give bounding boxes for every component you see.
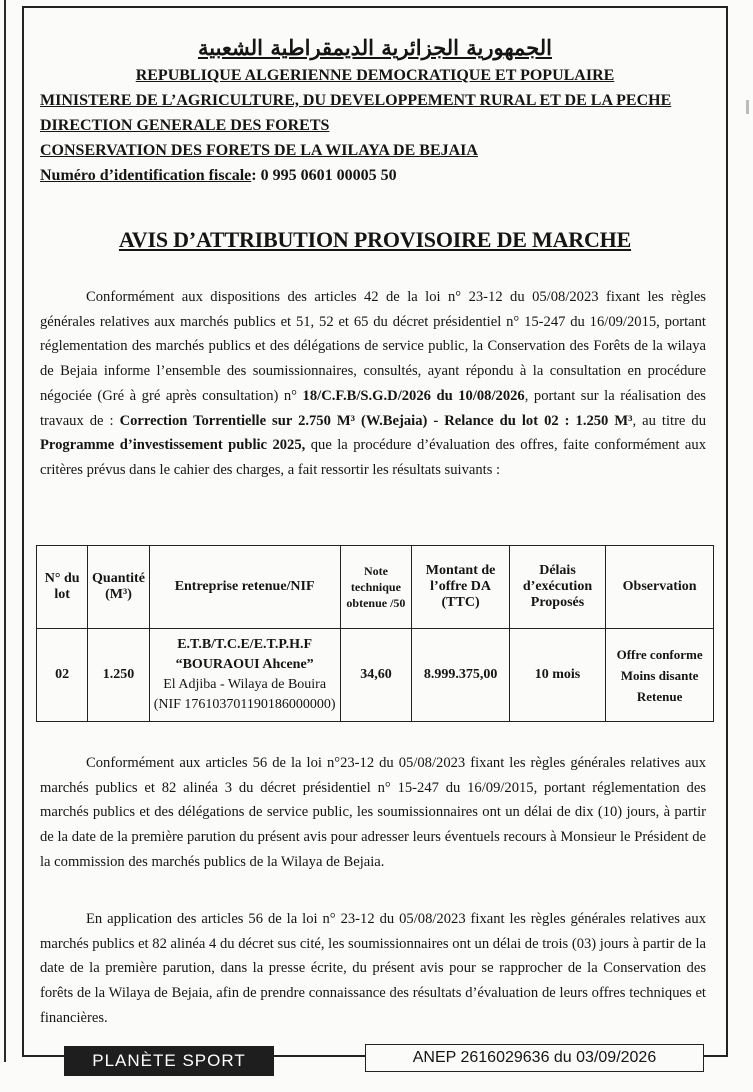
col-quantity-header: Quantité (M³) bbox=[88, 546, 149, 629]
cell-quantity: 1.250 bbox=[88, 629, 149, 722]
results-access-paragraph: En application des articles 56 de la loi n° 23-12 du 05/08/2023 fixant les règles générales relatives aux marchés publics et 82 alinéa 4 du décret sus cité, les soumissionnaires ont un délai de trois (03) jours à partir de la date de la première parution, dans la presse écrite, du présent avis pour se rapprocher de la Conservation des forêts de la Wilaya de Bejaia, afin de prendre connaissance des résultats d’évaluation de leurs offres techniques et financières. bbox=[40, 911, 706, 1026]
cell-amount: 8.999.375,00 bbox=[412, 629, 509, 722]
company-name: “BOURAOUI Ahcene” bbox=[175, 657, 314, 672]
results-table bbox=[36, 545, 714, 722]
republic-line: REPUBLIQUE ALGERIENNE DEMOCRATIQUE ET POPULAIRE bbox=[135, 67, 615, 84]
anep-reference: ANEP 2616029636 du 03/09/2026 bbox=[365, 1044, 704, 1072]
cell-observation bbox=[606, 629, 714, 722]
col-lot-header: N° du lot bbox=[37, 546, 88, 629]
direction-line: DIRECTION GENERALE DES FORETS bbox=[40, 117, 330, 134]
works-description: Correction Torrentielle sur 2.750 M³ (W.Bejaia) - Relance du lot 02 : 1.250 M³ bbox=[119, 412, 633, 429]
company-code: E.T.B/T.C.E/E.T.P.H.F bbox=[177, 637, 313, 652]
intro-text-1: Conformément aux dispositions des articles 42 de la loi n° 23-12 du 05/08/2023 fixant les règles générales relatives aux marchés publics et 51, 52 et 65 du décret présidentiel n° 15-247 du 16/09/2015, portant réglementation des marchés publics et des délégations de service public, la Conservation des Forêts de la wilaya de Bejaia informe l’ensemble des soumissionnaires, consultés, ayant répondu à la consultation en procédure négociée (Gré à gré après consultation) n° bbox=[40, 289, 706, 404]
cell-lot: 02 bbox=[37, 629, 88, 722]
col-observation-header: Observation bbox=[606, 546, 714, 629]
print-mark bbox=[746, 100, 749, 114]
ministry-line: MINISTERE DE L’AGRICULTURE, DU DEVELOPPEMENT RURAL ET DE LA PECHE bbox=[40, 92, 672, 109]
col-score-header: Note technique obtenue /50 bbox=[340, 546, 412, 629]
col-delay-header: Délais d’exécution Proposés bbox=[509, 546, 605, 629]
nif-label: Numéro d’identification fiscale bbox=[40, 167, 252, 184]
observation-line-1: Offre conforme bbox=[616, 646, 703, 662]
consultation-reference: 18/C.F.B/S.G.D/2026 du 10/08/2026 bbox=[302, 387, 525, 404]
nif-line bbox=[40, 163, 710, 188]
column-rule bbox=[4, 0, 6, 1062]
section-label: PLANÈTE SPORT bbox=[64, 1046, 274, 1076]
conservation-line: CONSERVATION DES FORETS DE LA WILAYA DE BEJAIA bbox=[40, 142, 478, 159]
notice-title: AVIS D’ATTRIBUTION PROVISOIRE DE MARCHE bbox=[118, 227, 632, 252]
col-company-header: Entreprise retenue/NIF bbox=[149, 546, 340, 629]
intro-text-3: , au titre du bbox=[632, 412, 706, 429]
nif-value: : 0 995 0601 00005 50 bbox=[251, 167, 397, 184]
company-nif: (NIF 176103701190186000000) bbox=[153, 697, 336, 712]
table-row bbox=[37, 629, 714, 722]
cell-score: 34,60 bbox=[340, 629, 412, 722]
company-address: El Adjiba - Wilaya de Bouira bbox=[163, 677, 327, 692]
arabic-title: الجمهورية الجزائرية الديمقراطية الشعبية bbox=[197, 35, 552, 60]
observation-line-2: Moins disante bbox=[620, 667, 699, 683]
intro-paragraph bbox=[40, 285, 706, 483]
appeal-paragraph: Conformément aux articles 56 de la loi n°23-12 du 05/08/2023 fixant les règles générales relatives aux marchés publics et 82 alinéa 3 du décret présidentiel n° 15-247 du 16/09/2015, portant réglementation des marchés publics et des délégations de service public, les soumissionnaires ont un délai de dix (10) jours, à partir de la date de la première parution du présent avis pour adresser leurs éventuels recours à Monsieur le Président de la commission des marchés publics de la Wilaya de Bejaia. bbox=[40, 755, 706, 870]
observation-line-3: Retenue bbox=[636, 688, 683, 704]
table-header-row bbox=[37, 546, 714, 629]
programme-name: Programme d’investissement public 2025, bbox=[40, 437, 306, 454]
cell-company bbox=[149, 629, 340, 722]
intro-text-2: , portant sur la réalisation des travaux de : bbox=[40, 387, 706, 429]
notice-header bbox=[40, 33, 710, 188]
col-amount-header: Montant de l’offre DA (TTC) bbox=[412, 546, 509, 629]
cell-delay: 10 mois bbox=[509, 629, 605, 722]
intro-text-4: que la procédure d’évaluation des offres, faite conformément aux critères prévus dans le cahier des charges, a fait ressortir les résultats suivants : bbox=[40, 437, 707, 478]
